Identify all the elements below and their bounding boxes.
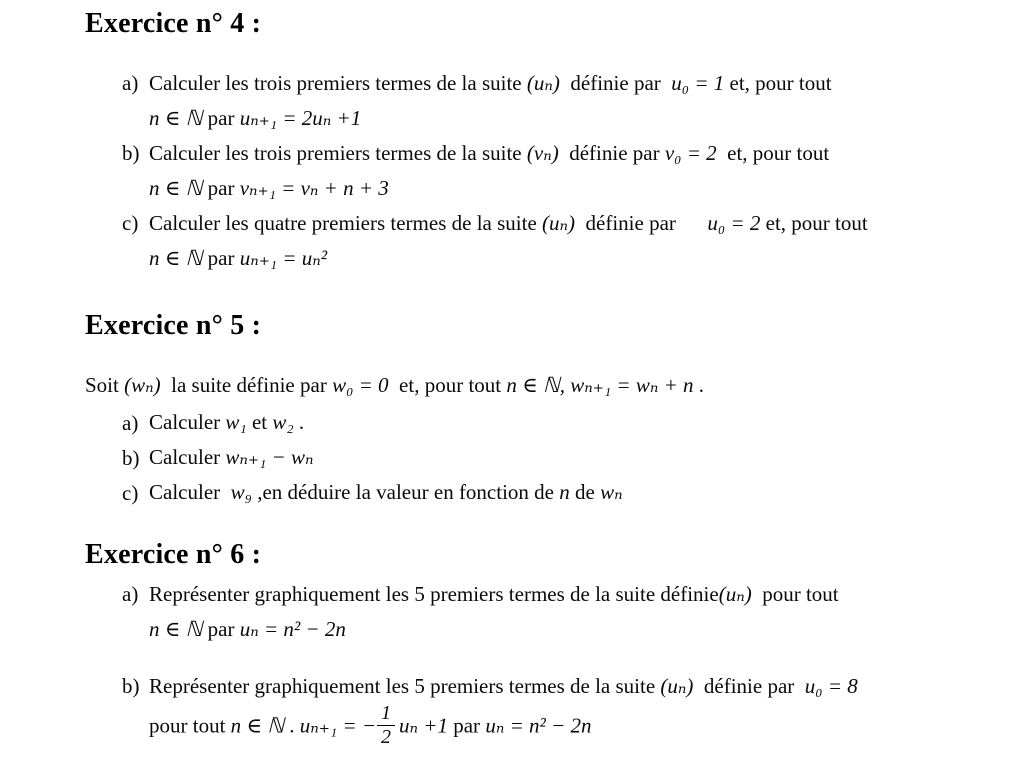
- text-run: par: [202, 617, 240, 641]
- text-line: [149, 612, 1014, 647]
- math-run: n ∈ ℕ,: [506, 373, 565, 397]
- math-run: uₙ = n² − 2n: [485, 713, 592, 738]
- math-run: wₙ: [600, 480, 623, 504]
- text-run: et: [246, 410, 273, 434]
- exercise-4-item-a: [122, 66, 1014, 136]
- text-run: définie par: [575, 211, 708, 235]
- text-run: pour tout: [751, 582, 839, 606]
- item-body: [149, 66, 1014, 136]
- text-line: [149, 669, 1014, 704]
- item-label: b): [122, 141, 140, 165]
- math-run: w₂: [272, 410, 294, 434]
- fraction-denominator: 2: [381, 726, 392, 748]
- text-line: [149, 476, 1014, 508]
- math-run: w₁: [225, 410, 247, 434]
- text-run: pour tout: [149, 713, 231, 738]
- math-run: n ∈ ℕ: [149, 106, 203, 130]
- exercise-5-intro: [85, 370, 1014, 400]
- exercise-6-item-b: [122, 669, 1014, 751]
- exercise-4-title: Exercice n° 4 :: [85, 8, 262, 39]
- item-label: b): [122, 674, 140, 698]
- math-run: (uₙ): [542, 211, 576, 235]
- text-run: la suite définie par: [160, 373, 333, 397]
- exercise-6-section: [85, 539, 1014, 751]
- text-run: Calculer les quatre premiers termes de la suite: [149, 211, 543, 235]
- item-body: [149, 476, 1014, 508]
- text-run: .: [293, 410, 305, 434]
- exercise-4-section: [85, 8, 1014, 276]
- math-run: n ∈ ℕ: [149, 176, 203, 200]
- exercise-5-item-a: [122, 406, 1014, 441]
- math-run: n ∈ ℕ: [149, 246, 203, 270]
- item-body: [149, 577, 1014, 647]
- item-body: [149, 406, 1014, 438]
- item-body: [149, 206, 1014, 276]
- item-body: [149, 136, 1014, 206]
- math-run: n: [559, 480, 570, 504]
- text-line: [149, 704, 1014, 751]
- exercise-6-items: [122, 577, 1014, 751]
- text-run: Représenter graphiquement les 5 premiers termes de la suite: [149, 674, 661, 698]
- text-run: Représenter graphiquement les 5 premiers termes de la suite définie: [149, 582, 719, 606]
- math-run: wₙ₊₁ = wₙ + n: [570, 373, 694, 397]
- text-run: définie par: [559, 71, 672, 95]
- math-run: (vₙ): [526, 141, 559, 165]
- math-run: uₙ₊₁ = uₙ²: [239, 246, 328, 270]
- math-run: u₀ = 8: [804, 674, 858, 698]
- exercise-6-title: Exercice n° 6 :: [85, 539, 262, 570]
- text-run: par: [202, 106, 240, 130]
- text-run: .: [693, 373, 705, 397]
- text-line: [149, 171, 1014, 206]
- exercise-5-item-c: [122, 476, 1014, 511]
- text-run: par: [447, 713, 486, 738]
- math-run: n ∈ ℕ: [149, 617, 203, 641]
- text-line: [149, 206, 1014, 241]
- item-label: b): [122, 446, 140, 470]
- text-line: [149, 406, 1014, 438]
- math-run: w₀ = 0: [332, 373, 389, 397]
- exercise-5-item-b: [122, 441, 1014, 476]
- text-run: Calculer les trois premiers termes de la suite: [149, 71, 527, 95]
- math-run: uₙ₊₁ = 2uₙ +1: [239, 106, 362, 130]
- text-line: [149, 441, 1014, 473]
- exercise-4-items: [122, 66, 1014, 276]
- text-run: Soit: [85, 373, 125, 397]
- item-body: [149, 669, 1014, 751]
- text-run: et, pour tout: [388, 373, 507, 397]
- fraction-numerator: 1: [377, 702, 395, 726]
- math-run: uₙ = n² − 2n: [239, 617, 346, 641]
- text-run: définie par: [558, 141, 665, 165]
- math-run: wₙ₊₁ − wₙ: [225, 445, 314, 469]
- exercise-4-item-c: [122, 206, 1014, 276]
- text-line: [149, 577, 1014, 612]
- text-run: .: [284, 713, 300, 738]
- math-run: (uₙ): [660, 674, 694, 698]
- text-run: Calculer les trois premiers termes de la suite: [149, 141, 527, 165]
- text-line: [85, 370, 1014, 400]
- exercise-5-items: [122, 406, 1014, 511]
- math-run: n ∈ ℕ: [230, 713, 285, 738]
- math-run: uₙ +1: [399, 713, 448, 738]
- text-line: [149, 101, 1014, 136]
- text-run: et, pour tout: [724, 71, 832, 95]
- exercise-5-section: [85, 310, 1014, 511]
- item-label: c): [122, 211, 139, 235]
- text-run: de: [569, 480, 601, 504]
- math-run: (uₙ): [526, 71, 560, 95]
- text-run: par: [202, 176, 240, 200]
- text-run: ,en déduire la valeur en fonction de: [251, 480, 560, 504]
- math-run: (uₙ): [718, 582, 752, 606]
- exercise-6-item-a: [122, 577, 1014, 647]
- text-line: [149, 241, 1014, 276]
- text-run: définie par: [693, 674, 805, 698]
- text-run: et, pour tout: [716, 141, 830, 165]
- text-line: [149, 136, 1014, 171]
- math-run: v₀ = 2: [664, 141, 717, 165]
- item-label: a): [122, 71, 139, 95]
- math-run: w₉: [230, 480, 252, 504]
- math-run: uₙ₊₁ = −: [299, 713, 377, 738]
- text-run: Calculer: [149, 410, 226, 434]
- math-run: vₙ₊₁ = vₙ + n + 3: [239, 176, 389, 200]
- exercise-5-title: Exercice n° 5 :: [85, 310, 262, 341]
- item-label: c): [122, 481, 139, 505]
- text-line: [149, 66, 1014, 101]
- math-run: (wₙ): [124, 373, 161, 397]
- text-run: Calculer: [149, 480, 231, 504]
- text-run: Calculer: [149, 445, 226, 469]
- text-run: et, pour tout: [760, 211, 868, 235]
- item-label: a): [122, 411, 139, 435]
- fraction: [377, 702, 395, 749]
- text-run: par: [202, 246, 240, 270]
- math-run: u₀ = 1: [671, 71, 725, 95]
- item-body: [149, 441, 1014, 473]
- math-run: u₀ = 2: [707, 211, 761, 235]
- item-label: a): [122, 582, 139, 606]
- exercise-4-item-b: [122, 136, 1014, 206]
